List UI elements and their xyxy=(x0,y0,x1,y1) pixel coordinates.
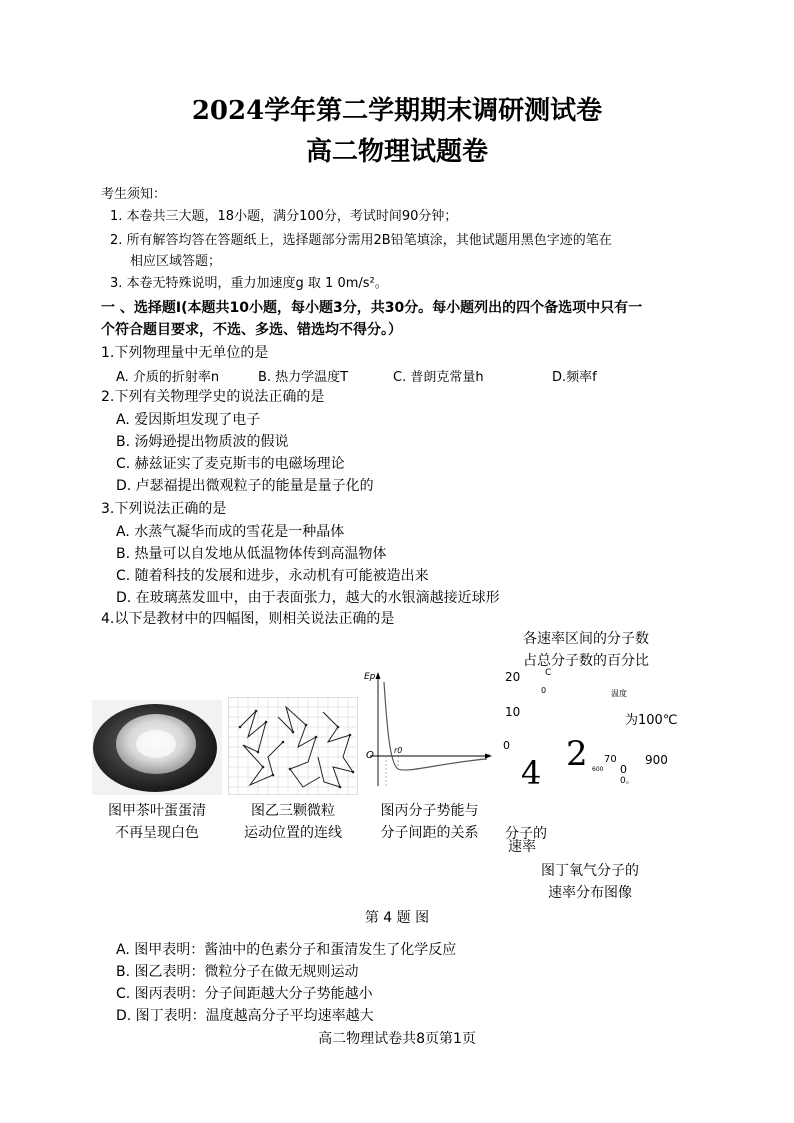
graph-r0-label: r0 xyxy=(394,746,403,755)
q1-option-c: C. 普朗克常量h xyxy=(393,370,484,385)
fig-ding-wendu: 温度 xyxy=(611,689,627,698)
fig-ding-c: C xyxy=(545,668,552,678)
fig-ding-tick-900: 900 xyxy=(645,753,668,767)
q2-stem: 2.下列有关物理学史的说法正确的是 xyxy=(101,389,325,405)
notice-item-2-cont: 相应区域答题； xyxy=(130,254,222,269)
graph-r-label: r xyxy=(485,752,490,763)
q2-option-b: B. 汤姆逊提出物质波的假说 xyxy=(116,434,289,450)
fig-ding-wei100: 为100℃ xyxy=(625,713,678,728)
section1-line2: 个符合题目要求，不选、多选、错选均不得分。） xyxy=(101,322,402,338)
section1-line1: 一 、选择题Ⅰ(本题共10小题，每小题3分，共30分。每小题列出的四个备选项中只有一 xyxy=(101,300,643,316)
fig-ding-tick-0: 0 xyxy=(503,739,510,752)
paper-title: 2024学年第二学期期末调研测试卷 xyxy=(191,96,603,126)
q1-option-b: B. 热力学温度T xyxy=(258,370,349,385)
q4-option-b: B. 图乙表明：微粒分子在做无规则运动 xyxy=(116,964,359,980)
fig-ding-big-2: 2 xyxy=(566,734,588,774)
fig-ding-caption-1: 图丁氧气分子的 xyxy=(541,863,639,879)
q1-option-d: D.频率f xyxy=(552,370,597,385)
graph-origin-label: O xyxy=(366,750,374,761)
fig-ding-xlabel-1: 分子的 xyxy=(505,826,547,842)
q2-option-a: A. 爱因斯坦发现了电子 xyxy=(116,412,261,428)
notice-item-3: 3. 本卷无特殊说明，重力加速度g 取 1 0m/s²。 xyxy=(110,276,388,291)
q4-option-d: D. 图丁表明：温度越高分子平均速率越大 xyxy=(116,1008,374,1024)
tea-egg-image xyxy=(92,700,222,795)
fig-yi-caption-2: 运动位置的连线 xyxy=(244,825,342,841)
q3-option-a: A. 水蒸气凝华而成的雪花是一种晶体 xyxy=(116,524,345,540)
notice-item-1: 1. 本卷共三大题，18小题，满分100分，考试时间90分钟； xyxy=(110,209,458,224)
fig-ding-ylabel-1: 各速率区间的分子数 xyxy=(523,631,649,647)
notice-item-2: 2. 所有解答均答在答题纸上，选择题部分需用2B铅笔填涂，其他试题用黑色字迹的笔在 xyxy=(110,233,612,248)
fig-ding-tick-600: 600 xyxy=(592,766,604,773)
fig-4-label: 第 4 题 图 xyxy=(364,910,430,926)
fig-ding-tick-10: 10 xyxy=(505,705,521,719)
potential-energy-graph xyxy=(360,668,495,798)
graph-ep-label: Ep xyxy=(364,672,376,682)
fig-jia-caption-1: 图甲茶叶蛋蛋清 xyxy=(108,803,206,819)
fig-ding-ylabel-2: 占总分子数的百分比 xyxy=(523,653,649,669)
q2-option-d: D. 卢瑟福提出微观粒子的能量是量子化的 xyxy=(116,478,374,494)
fig-ding-tick-0c: 0。 xyxy=(620,776,635,786)
fig-ding-tick-70: 70 xyxy=(604,754,617,765)
q3-option-b: B. 热量可以自发地从低温物体传到高温物体 xyxy=(116,546,387,562)
fig-ding-caption-2: 速率分布图像 xyxy=(548,885,632,901)
fig-bing-caption-2: 分子间距的关系 xyxy=(380,825,479,841)
brownian-motion-image xyxy=(228,697,358,795)
page-footer: 高二物理试卷共8页第1页 xyxy=(318,1031,476,1047)
q3-option-c: C. 随着科技的发展和进步，永动机有可能被造出来 xyxy=(116,568,429,584)
fig-ding-c0: 0 xyxy=(541,686,547,695)
q4-stem: 4.以下是教材中的四幅图，则相关说法正确的是 xyxy=(101,611,395,627)
fig-bing-caption-1: 图丙分子势能与 xyxy=(380,803,479,819)
fig-ding-big-4: 4 xyxy=(521,754,542,792)
fig-yi-caption-1: 图乙三颗微粒 xyxy=(251,803,335,819)
notice-heading: 考生须知： xyxy=(101,187,167,202)
q3-stem: 3.下列说法正确的是 xyxy=(101,501,227,517)
fig-ding-tick-20: 20 xyxy=(505,670,521,684)
q3-option-d: D. 在玻璃蒸发皿中，由于表面张力，越大的水银滴越接近球形 xyxy=(116,590,500,606)
q4-option-a: A. 图甲表明：酱油中的色素分子和蛋清发生了化学反应 xyxy=(116,942,457,958)
paper-subtitle: 高二物理试题卷 xyxy=(305,137,488,167)
fig-ding-tick-0b: 0 xyxy=(620,763,627,776)
q2-option-c: C. 赫兹证实了麦克斯韦的电磁场理论 xyxy=(116,456,345,472)
q1-stem: 1.下列物理量中无单位的是 xyxy=(101,345,269,361)
q4-option-c: C. 图丙表明：分子间距越大分子势能越小 xyxy=(116,986,373,1002)
q1-option-a: A. 介质的折射率n xyxy=(116,370,220,385)
fig-jia-caption-2: 不再呈现白色 xyxy=(115,825,199,841)
fig-ding-xlabel-2: 速率 xyxy=(508,839,536,855)
